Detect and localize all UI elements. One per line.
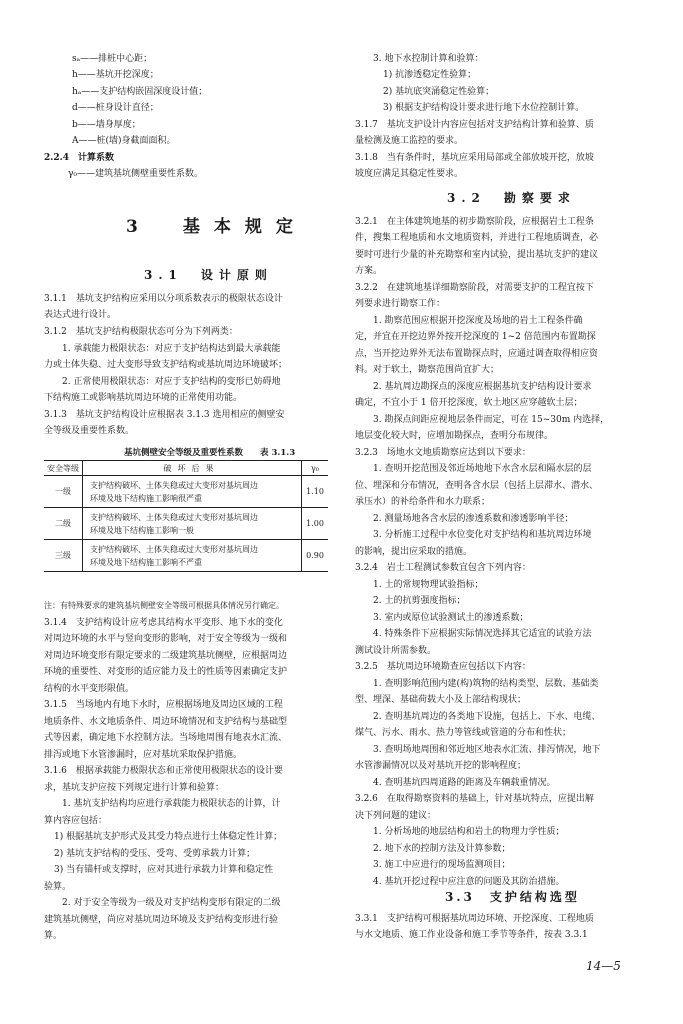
table-row (44, 508, 328, 540)
text-line: 1. 查明开挖范围及邻近场地地下水含水层和隔水层的层 (373, 464, 592, 474)
text-line: 2. 基坑周边勘探点的深度应根据基坑支护结构设计要求 (373, 382, 592, 392)
table-caption: 基坑侧壁安全等级及重要性系数 表 3.1.3 (124, 448, 296, 458)
text-line: 算内容应包括： (44, 816, 108, 826)
text-line: 4. 查明基坑四周道路的距离及车辆载重情况。 (373, 778, 556, 788)
text-line: 3.2.6 在取得勘察资料的基础上，针对基坑特点，应提出解 (355, 794, 594, 804)
text-line: 方案。 (355, 266, 383, 276)
text-line: 4. 特殊条件下应根据实际情况选择其它适宜的试验方法 (373, 629, 592, 639)
text-line: 2. 查明基坑周边的各类地下设施，包括上、下水、电缆、 (373, 712, 601, 722)
text-line: 4. 基坑开挖过程中应注意的问题及其防治措施。 (373, 877, 565, 887)
text-line: 承压水）的补给条件和水力联系； (355, 497, 491, 507)
text-line: 3) 当有锚杆或支撑时，应对其进行承载力计算和稳定性 (54, 865, 274, 875)
text-line: 3. 勘探点间距应视地层条件而定，可在 15~30m 内选择， (373, 415, 610, 425)
table-row (44, 540, 328, 572)
text-line: 3.1.5 当场地内有地下水时，应根据场地及周边区域的工程 (44, 700, 283, 710)
clause-2-2-4-title: 2.2.4 计算系数 (44, 153, 115, 163)
table-cell-line: 环境及地下结构施工影响很严重 (90, 493, 202, 503)
text-line: 型、埋深、基础荷载大小及上部结构现状； (355, 695, 527, 705)
text-line: 验算。 (44, 882, 72, 892)
text-line: 件，搜集工程地质和水文地质资料，并进行工程地质调查，必 (355, 233, 599, 243)
table-cell-grade: 三级 (44, 540, 83, 571)
text-line: 3. 地下水控制计算和验算： (373, 54, 484, 64)
text-line: 对周边环境的水平与竖向变形的影响，对于安全等级为一级和 (44, 634, 288, 644)
text-line: 3. 施工中应进行的现场监测项目； (373, 860, 511, 870)
text-line: 2. 测量场地各含水层的渗透系数和渗透影响半径； (373, 514, 574, 524)
table-cell-consequence (82, 540, 302, 571)
text-line: 力或土体失稳、过大变形导致支护结构或基坑周边环境破坏； (44, 360, 288, 370)
text-line: 环境的重要性、对变形的适应能力及土的性质等因素确定支护 (44, 667, 288, 677)
table-cell-gamma: 1.10 (306, 487, 324, 496)
text-line: 测试设计所需参数。 (355, 646, 437, 656)
table-cell-line: 环境及地下结构施工影响一般 (90, 525, 194, 535)
text-line: 3.2.5 基坑周边环境勘查应包括以下内容： (355, 662, 531, 672)
text-line: 1) 根据基坑支护形式及其受力特点进行土体稳定性计算； (54, 832, 283, 842)
table-row (44, 476, 328, 508)
symbol-sa: sₐ——排桩中心距； (72, 54, 153, 64)
table-cell-gamma: 0.90 (306, 551, 324, 560)
text-line: 1) 抗渗透稳定性验算； (383, 70, 477, 80)
table-header-grade: 安全等级 (44, 461, 83, 475)
text-line: 3.3.1 支护结构可根据基坑周边环境、开挖深度、工程地质 (355, 914, 594, 924)
text-line: 1. 承载能力极限状态：对应于支护结构达到最大承载能 (62, 344, 281, 354)
text-line: 3.2.3 场地水文地质勘察应达到以下要求： (355, 448, 531, 458)
text-line: 3) 根据支护结构设计要求进行地下水位控制计算。 (383, 103, 585, 113)
table-cell-line: 环境及地下结构施工影响不严重 (90, 557, 202, 567)
text-line: 下结构施工或影响基坑周边环境的正常使用功能。 (44, 393, 243, 403)
symbol-a: A——桩(墙)身截面面积。 (72, 136, 176, 146)
text-line: 3. 分析施工过程中水位变化对支护结构和基坑周边环境 (373, 530, 592, 540)
section-3-3-title: 3.3 支护结构选型 (445, 890, 580, 904)
safety-grade-table (44, 460, 328, 572)
text-line: 3.2.1 在主体建筑地基的初步勘察阶段，应根据岩土工程条 (355, 217, 594, 227)
section-3-2-title: 3.2 勘察要求 (447, 191, 576, 205)
symbol-b: b——墙身厚度； (72, 120, 141, 130)
text-line: 2. 土的抗剪强度指标； (373, 596, 466, 606)
text-line: 坡度应满足其稳定性要求。 (355, 169, 464, 179)
text-line: 1. 基坑支护结构均应进行承载能力极限状态的计算，计 (62, 799, 281, 809)
text-line: 1. 土的常规物理试验指标； (373, 580, 484, 590)
page-number: 14—5 (586, 959, 621, 973)
text-line: 与水文地质、施工作业设备和施工季节等条件，按表 3.3.1 (355, 930, 588, 940)
table-cell-gamma: 1.00 (306, 519, 324, 528)
table-cell-consequence (82, 508, 302, 539)
symbol-hd: hₐ——支护结构嵌固深度设计值； (72, 87, 208, 97)
text-line: 位、埋深和分布情况，查明各含水层（包括上层滞水、潜水、 (355, 481, 599, 491)
text-line: 确定，不宜小于 1 倍开挖深度，软土地区应穿越软土层； (355, 398, 583, 408)
text-line: 2. 对于安全等级为一级及对支护结构变形有限定的二级 (62, 898, 281, 908)
text-line: 2. 地下水的控制方法及计算参数； (373, 844, 511, 854)
text-line: 3.1.1 基坑支护结构应采用以分项系数表示的极限状态设计 (44, 294, 283, 304)
clause-2-2-4-item: γ₀——建筑基坑侧壁重要性系数。 (68, 169, 203, 179)
table-header-row (44, 460, 328, 476)
table-cell-grade: 二级 (44, 508, 83, 539)
text-line: 2) 基坑底突涌稳定性验算； (383, 87, 495, 97)
text-line: 3.2.2 在建筑地基详细勘察阶段，对需要支护的工程宜按下 (355, 283, 594, 293)
text-line: 定，并宜在开挖边界外按开挖深度的 1~2 倍范围内布置勘探 (355, 332, 596, 342)
text-line: 3.2.4 岩土工程测试参数宜包含下列内容： (355, 563, 531, 573)
table-cell-consequence (82, 476, 302, 507)
text-line: 列要求进行勘察工作： (355, 299, 446, 309)
text-line: 3.1.2 基坑支护结构极限状态可分为下列两类： (44, 327, 238, 337)
text-line: 煤气、污水、雨水、热力等管线或管道的分布和性状； (355, 728, 572, 738)
table-cell-grade: 一级 (44, 476, 83, 507)
symbol-d: d——桩身设计直径； (72, 103, 159, 113)
text-line: 建筑基坑侧壁，尚应对基坑周边环境及支护结构变形进行验 (44, 915, 279, 925)
text-line: 3.1.4 支护结构设计应考虑其结构水平变形、地下水的变化 (44, 618, 283, 628)
text-line: 决下列问题的建议： (355, 811, 437, 821)
text-line: 结构的水平变形限值。 (44, 684, 135, 694)
text-line: 3.1.6 根据承载能力极限状态和正常使用极限状态的设计要 (44, 766, 283, 776)
table-cell-line: 支护结构破坏、土体失稳或过大变形对基坑周边 (90, 480, 258, 490)
text-line: 表达式进行设计。 (44, 310, 117, 320)
text-line: 排泻或地下水管渗漏时，应对基坑采取保护措施。 (44, 750, 243, 760)
text-line: 式等因素，确定地下水控制方法。当场地周围有地表水汇流、 (44, 733, 288, 743)
table-header-consequence: 破坏后果 (82, 461, 302, 475)
text-line: 2) 基坑支护结构的受压、受弯、受剪承载力计算； (54, 849, 256, 859)
text-line: 点，当开挖边界外无法布置勘探点时，应通过调查取得相应资 (355, 349, 599, 359)
text-line: 算。 (44, 931, 63, 941)
table-header-gamma: γ₀ (311, 463, 319, 473)
text-line: 量检测及施工监控的要求。 (355, 136, 464, 146)
section-3-1-title: 3.1 设计原则 (144, 268, 273, 282)
table-cell-line: 支护结构破坏、土体失稳或过大变形对基坑周边 (90, 544, 258, 554)
text-line: 地质条件、水文地质条件、周边环境情况和支护结构与基础型 (44, 717, 288, 727)
text-line: 对周边环境变形有限定要求的二级建筑基坑侧壁，应根据周边 (44, 651, 288, 661)
text-line: 2. 正常使用极限状态：对应于支护结构的变形已妨碍地 (62, 377, 281, 387)
table-note: 注：有特殊要求的建筑基坑侧壁安全等级可根据具体情况另行确定。 (44, 601, 284, 610)
text-line: 1. 勘察范围应根据开挖深度及场地的岩土工程条件确 (373, 316, 583, 326)
text-line: 料。对于软土，勘察范围尚宜扩大； (355, 365, 500, 375)
text-line: 3.1.3 基坑支护结构设计应根据表 3.1.3 选用相应的侧壁安 (44, 410, 285, 420)
text-line: 的影响，提出应采取的措施。 (355, 547, 473, 557)
text-line: 地层变化较大时，应增加勘探点，查明分布规律。 (355, 431, 554, 441)
text-line: 1. 分析场地的地层结构和岩土的物理力学性质； (373, 827, 565, 837)
text-line: 要时可进行少量的补充勘察和室内试验，提出基坑支护的建议 (355, 250, 599, 260)
text-line: 3.1.8 当有条件时，基坑应采用局部或全部放坡开挖，放坡 (355, 153, 594, 163)
text-line: 3. 查明场地周围和邻近地区地表水汇流、排泻情况，地下 (373, 745, 601, 755)
table-cell-line: 支护结构破坏、土体失稳或过大变形对基坑周边 (90, 512, 258, 522)
text-line: 3.1.7 基坑支护设计内容应包括对支护结构计算和验算、质 (355, 120, 594, 130)
text-line: 求，基坑支护应按下列规定进行计算和验算： (44, 783, 225, 793)
chapter-title: 3 基本规定 (126, 217, 307, 237)
text-line: 3. 室内或原位试验测试土的渗透系数； (373, 613, 529, 623)
text-line: 水管渗漏情况以及对基坑开挖的影响程度； (355, 761, 527, 771)
symbol-h: h——基坑开挖深度； (72, 70, 159, 80)
text-line: 1. 查明影响范围内建(构)筑物的结构类型、层数、基础类 (373, 679, 599, 689)
text-line: 全等级及重要性系数。 (44, 426, 135, 436)
